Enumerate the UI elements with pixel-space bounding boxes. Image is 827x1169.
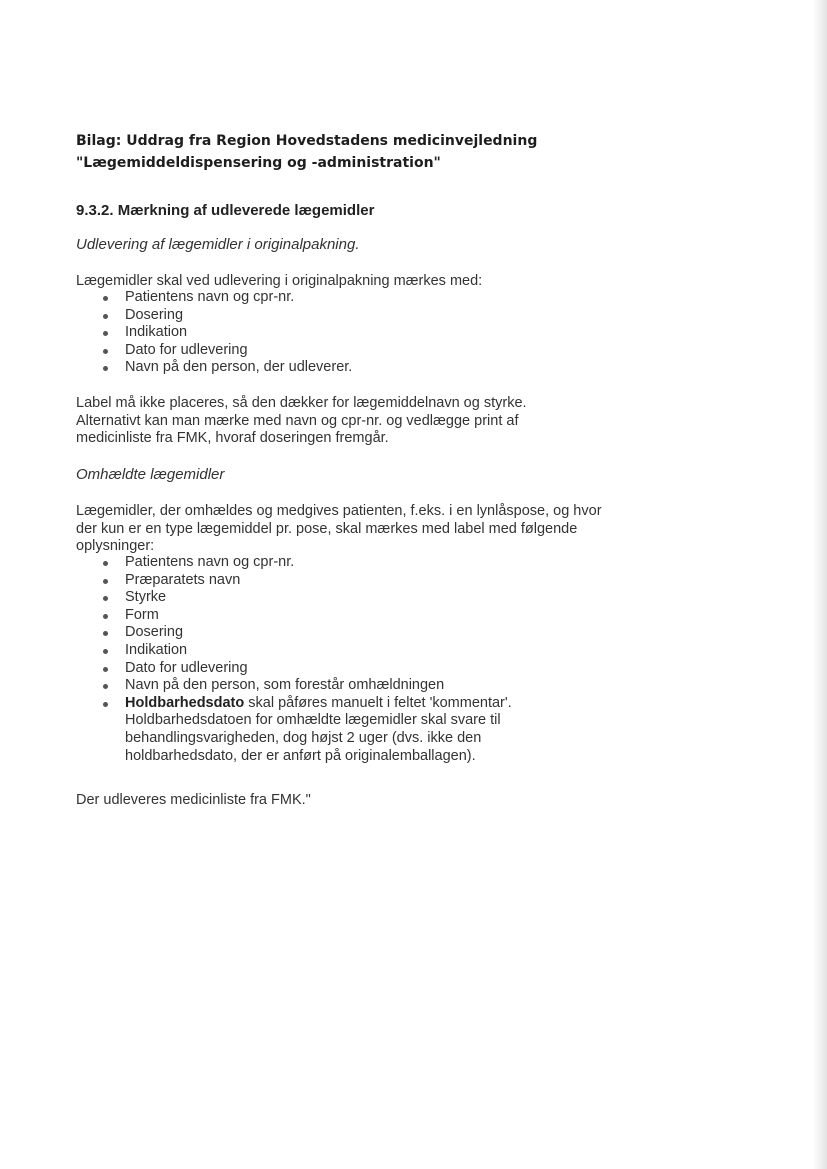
list-item: Form [100,607,570,625]
page-edge-shadow [813,0,827,1169]
list-item: Patientens navn og cpr-nr. [100,289,570,307]
appendix-title-line1: Bilag: Uddrag fra Region Hovedstadens medicinvejledning [76,133,538,149]
list-item-expiry [100,695,570,765]
appendix-title-line2: "Lægemiddeldispensering og -administration" [76,155,441,171]
subheading-original-packaging: Udlevering af lægemidler i originalpakning. [76,236,360,253]
list-item: Dosering [100,307,570,325]
original-bullet-list [100,289,570,377]
closing-line: Der udleveres medicinliste fra FMK." [76,792,311,808]
list-item: Styrke [100,589,570,607]
list-item: Navn på den person, som forestår omhældningen [100,677,570,695]
list-item: Indikation [100,642,570,660]
list-item: Navn på den person, der udleverer. [100,359,570,377]
subheading-repacked: Omhældte lægemidler [76,466,225,483]
expiry-date-text: skal påføres manuelt i feltet 'kommentar'. Holdbarhedsdatoen for omhældte lægemidler skal svare til behandlingsvarigheden, dog højst 2 uger (dvs. ikke den holdbarhedsdato, der er anført på originalemballagen). [125,694,512,764]
expiry-date-label: Holdbarhedsdato [125,694,245,711]
repacked-bullet-list [100,554,570,765]
section-title: 9.3.2. Mærkning af udleverede lægemidler [76,202,375,219]
list-item: Patientens navn og cpr-nr. [100,554,570,572]
list-item: Indikation [100,324,570,342]
repacked-intro: Lægemidler, der omhældes og medgives patienten, f.eks. i en lynlåspose, og hvor der kun er en type lægemiddel pr. pose, skal mærkes med label med følgende oplysninger: [76,503,602,554]
document-content [76,130,676,808]
list-item: Præparatets navn [100,572,570,590]
list-item: Dosering [100,624,570,642]
list-item: Dato for udlevering [100,660,570,678]
label-placement-paragraph: Label må ikke placeres, så den dækker for lægemiddelnavn og styrke. Alternativt kan man mærke med navn og cpr-nr. og vedlægge print af medicinliste fra FMK, hvoraf doseringen fremgår. [76,395,527,446]
list-item: Dato for udlevering [100,342,570,360]
original-intro: Lægemidler skal ved udlevering i originalpakning mærkes med: [76,273,483,289]
